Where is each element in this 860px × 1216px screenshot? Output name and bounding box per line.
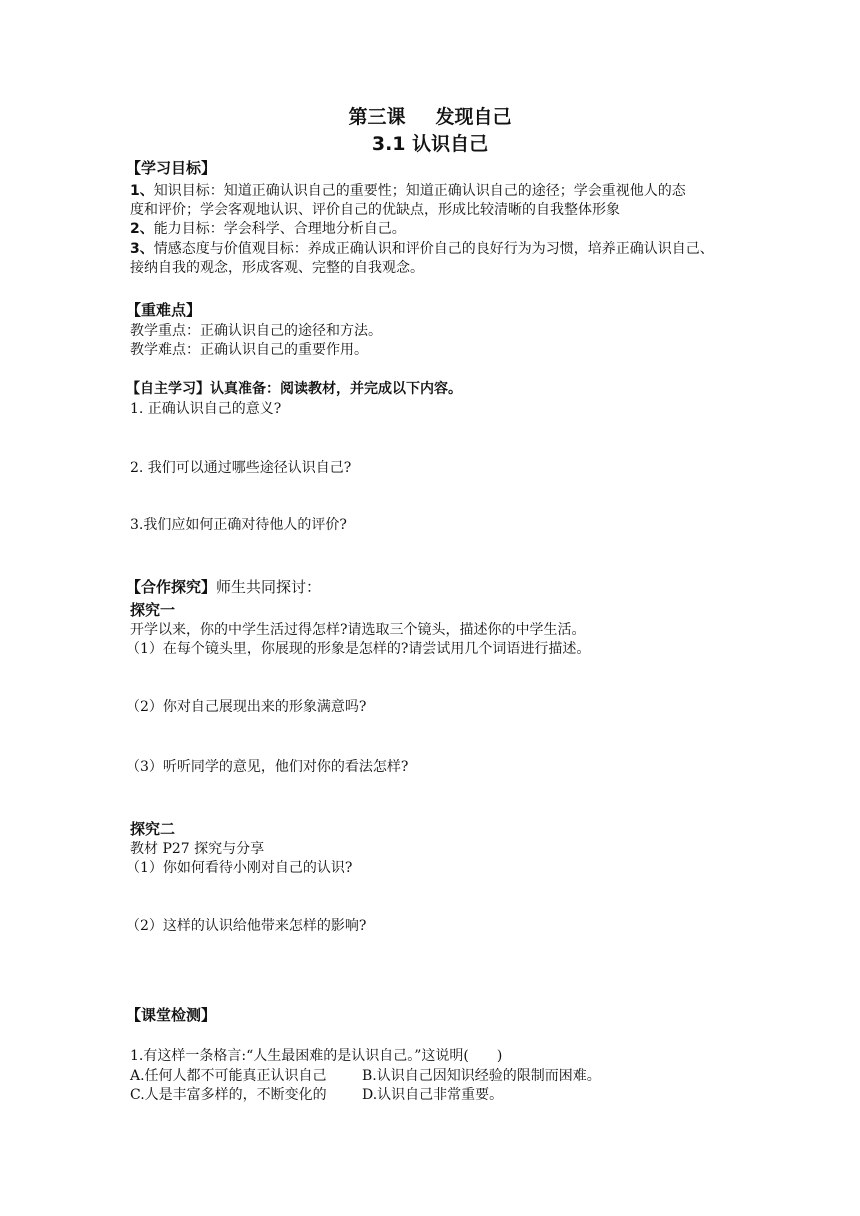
goal-item-3-line-1: 3、情感态度与价值观目标：养成正确认识和评价自己的良好行为为习惯，培养正确认识自己、	[130, 241, 714, 257]
self-study-question-1: 1. 正确认识自己的意义?	[130, 401, 282, 417]
goal-item-1-line-1: 1、知识目标：知道正确认识自己的重要性；知道正确认识自己的途径；学会重视他人的态	[130, 183, 686, 199]
goal-item-2: 2、能力目标：学会科学、合理地分析自己。	[130, 221, 406, 237]
goal-item-3-line-2: 接纳自我的观念，形成客观、完整的自我观念。	[130, 260, 424, 276]
inquiry-1-question-1: （1）在每个镜头里，你展现的形象是怎样的?请尝试用几个词语进行描述。	[126, 641, 591, 657]
inquiry-1-intro: 开学以来，你的中学生活过得怎样?请选取三个镜头，描述你的中学生活。	[130, 622, 586, 638]
inquiry-2-intro: 教材 P27 探究与分享	[130, 841, 265, 857]
inquiry-1-question-3: （3）听听同学的意见，他们对你的看法怎样?	[126, 759, 409, 775]
inquiry-1-question-2: （2）你对自己展现出来的形象满意吗?	[126, 699, 367, 715]
page-subtitle: 3.1 认识自己	[371, 133, 489, 155]
inquiry-2-question-2: （2）这样的认识给他带来怎样的影响?	[126, 918, 367, 934]
teaching-difficulty: 教学难点：正确认识自己的重要作用。	[130, 342, 368, 358]
goal-item-1-line-2: 度和评价；学会客观地认识、评价自己的优缺点，形成比较清晰的自我整体形象	[130, 202, 620, 218]
key-points-heading: 【重难点】	[126, 301, 202, 319]
test-option-b: B.认识自己因知识经验的限制而困难。	[362, 1068, 601, 1084]
teaching-focus: 教学重点：正确认识自己的途径和方法。	[130, 323, 382, 339]
self-study-heading: 【自主学习】认真准备：阅读教材，并完成以下内容。	[126, 381, 462, 397]
lesson-number: 第三课	[348, 106, 406, 128]
test-question-1: 1.有这样一条格言:“人生最困难的是认识自己。”这说明( )	[130, 1048, 503, 1064]
test-option-c: C.人是丰富多样的，不断变化的	[130, 1087, 327, 1103]
inquiry-1-title: 探究一	[130, 601, 176, 619]
inquiry-2-question-1: （1）你如何看待小刚对自己的认识?	[126, 860, 353, 876]
cooperation-heading: 【合作探究】师生共同探讨：	[126, 578, 322, 596]
page-title	[0, 105, 860, 129]
lesson-topic: 发现自己	[435, 106, 512, 128]
test-option-a: A.任何人都不可能真正认识自己	[130, 1068, 327, 1084]
test-option-d: D.认识自己非常重要。	[362, 1087, 504, 1103]
goals-heading: 【学习目标】	[126, 159, 217, 177]
self-study-question-2: 2. 我们可以通过哪些途径认识自己?	[130, 460, 352, 476]
inquiry-2-title: 探究二	[130, 820, 176, 838]
self-study-question-3: 3.我们应如何正确对待他人的评价?	[130, 517, 347, 533]
classroom-test-heading: 【课堂检测】	[126, 1006, 217, 1024]
